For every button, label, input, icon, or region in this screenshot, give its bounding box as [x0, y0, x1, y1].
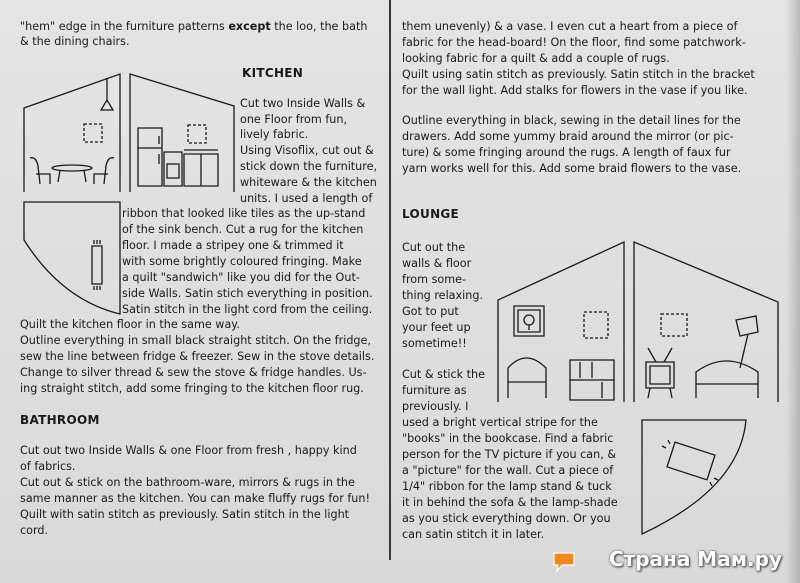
text-line: Outline everything in small black straight stitch. On the fridge, — [20, 334, 371, 347]
text-line: Cut out the — [402, 241, 466, 254]
text-line: them unevenly) & a vase. I even cut a heart from a piece of — [402, 20, 738, 33]
text-line: person for the TV picture if you can, & — [402, 448, 617, 461]
text-line: whiteware & the kitchen — [240, 176, 377, 189]
text-line: your feet up — [402, 321, 471, 334]
text-line: as you stick everything down. Or you — [402, 512, 611, 525]
kitchen-heading: KITCHEN — [242, 66, 304, 80]
text-line: same manner as the kitchen. You can make fluffy rugs for fun! — [20, 492, 370, 505]
lounge-floor-illustration — [640, 418, 750, 538]
text-line: Quilt the kitchen floor in the same way. — [20, 318, 240, 331]
text-line: it in behind the sofa & the lamp-shade — [402, 496, 618, 509]
text-line: furniture as — [402, 384, 467, 397]
text-line: a quilt "sandwich" like you did for the Out- — [122, 271, 360, 284]
text-line: Cut out two Inside Walls & one Floor from fresh , happy kind — [20, 444, 357, 457]
text-line: Cut & stick the — [402, 368, 485, 381]
watermark — [609, 547, 782, 571]
text-line: can satin stitch it in later. — [402, 528, 545, 541]
text-line: ture) & some fringing around the rugs. A length of faux fur — [402, 146, 731, 159]
text-line: Got to put — [402, 305, 459, 318]
lounge-walls-illustration — [496, 222, 782, 412]
text-line: Quilt using satin stitch as previously. Satin stitch in the bracket — [402, 68, 755, 81]
text-line: lively fabric. — [240, 128, 309, 141]
watermark-suffix: .ру — [747, 547, 782, 571]
text-line: with some brightly coloured fringing. Make — [122, 255, 362, 268]
text-line: fabric for the head-board! On the floor, find some patchwork- — [402, 36, 746, 49]
text-line: Cut two Inside Walls & — [240, 97, 366, 110]
text-line: sew the line between fridge & freezer. Sew in the stove details. — [20, 350, 375, 363]
text-line: for the wall light. Add stalks for flowers in the vase if you like. — [402, 84, 748, 97]
text-line: stick down the furniture, — [240, 160, 378, 173]
intro-line-2: & the dining chairs. — [20, 35, 130, 48]
text-line: 1/4" ribbon for the lamp stand & tuck — [402, 480, 612, 493]
kitchen-floor-illustration — [22, 200, 122, 318]
text-line: units. I used a length of — [240, 192, 373, 205]
watermark-text: Страна Мам — [608, 547, 748, 571]
text-line: Change to silver thread & sew the stove & fridge handles. Us- — [20, 366, 367, 379]
text-line: thing relaxing. — [402, 289, 484, 302]
text-line: from some- — [402, 273, 467, 286]
column-divider — [389, 0, 391, 560]
text-line: Cut out & stick on the bathroom-ware, mirrors & rugs in the — [20, 476, 355, 489]
intro-line-1: "hem" edge in the furniture patterns except the loo, the bath — [20, 20, 368, 33]
text-line: one Floor from fun, — [240, 113, 348, 126]
text-line: "books" in the bookcase. Find a fabric — [402, 432, 614, 445]
text-line: drawers. Add some yummy braid around the mirror (or pic- — [402, 130, 734, 143]
text-line: of fabrics. — [20, 460, 76, 473]
lounge-heading: LOUNGE — [402, 207, 460, 221]
text-line: walls & floor — [402, 257, 472, 270]
text-line: ing straight stitch, add some fringing to the kitchen floor rug. — [20, 382, 364, 395]
text-line: of the sink bench. Cut a rug for the kitchen — [122, 223, 364, 236]
text-line: floor. I made a stripey one & trimmed it — [122, 239, 344, 252]
text-line: Using Visoflix, cut out & — [240, 144, 374, 157]
page-edge-shadow — [786, 0, 800, 583]
text-line: Satin stitch in the light cord from the ceiling. — [122, 303, 373, 316]
text-line: ribbon that looked like tiles as the up-stand — [122, 207, 366, 220]
bathroom-heading: BATHROOM — [20, 413, 100, 427]
text-line: used a bright vertical stripe for the — [402, 416, 598, 429]
text-line: sometime!! — [402, 337, 467, 350]
kitchen-walls-illustration — [22, 70, 237, 195]
text-line: side Walls. Satin stich everything in position. — [122, 287, 373, 300]
text-line: Quilt with satin stitch as previously. Satin stitch in the light — [20, 508, 350, 521]
text-line: yarn works well for this. Add some braid flowers to the vase. — [402, 162, 742, 175]
text-line: a "picture" for the wall. Cut a piece of — [402, 464, 614, 477]
speech-bubble-icon — [552, 551, 576, 573]
text-line: previously. I — [402, 400, 469, 413]
text-line: cord. — [20, 524, 49, 537]
text-line: Outline everything in black, sewing in the detail lines for the — [402, 114, 741, 127]
text-line: looking fabric for a quilt & add a couple of rugs. — [402, 52, 670, 65]
